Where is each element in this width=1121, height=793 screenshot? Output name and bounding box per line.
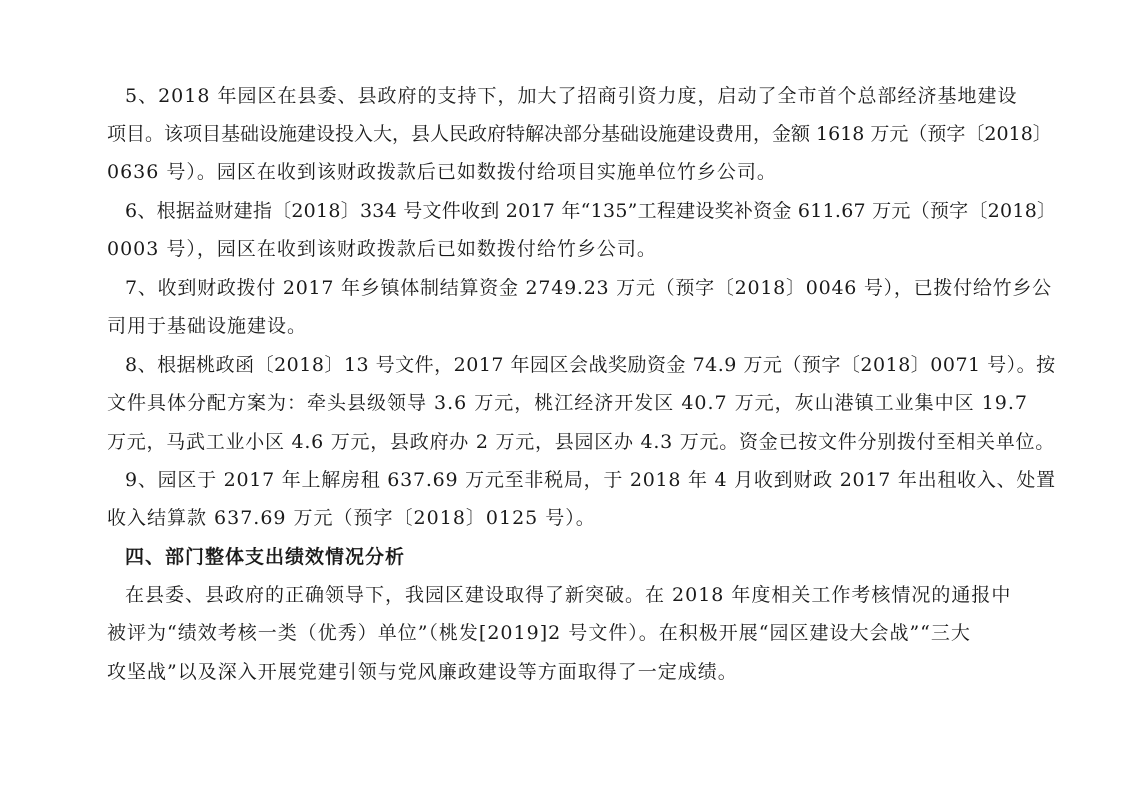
item-9-line-2: 收入结算款 637.69 万元（预字〔2018〕0125 号）。: [107, 507, 596, 529]
item-5-line-3: 0636 号）。园区在收到该财政拨款后已如数拨付给项目实施单位竹乡公司。: [107, 161, 777, 183]
item-5-line-2: 项目。该项目基础设施建设投入大，县人民政府特解决部分基础设施建设费用，金额 1618 万元（预字〔2018〕: [107, 123, 1052, 145]
closing-line-3: 攻坚战”以及深入开展党建引领与党风廉政建设等方面取得了一定成绩。: [107, 661, 738, 683]
closing-line-1: 在县委、县政府的正确领导下，我园区建设取得了新突破。在 2018 年度相关工作考核情况的通报中: [125, 584, 1012, 606]
item-8-line-1: 8、根据桃政函〔2018〕13 号文件，2017 年园区会战奖励资金 74.9 万元（预字〔2018〕0071 号）。按: [125, 354, 1056, 376]
item-6-line-1: 6、根据益财建指〔2018〕334 号文件收到 2017 年“135”工程建设奖补资金 611.67 万元（预字〔2018〕: [125, 200, 1057, 222]
item-9-line-1: 9、园区于 2017 年上解房租 637.69 万元至非税局，于 2018 年 4 月收到财政 2017 年出租收入、处置: [125, 469, 1056, 491]
section-heading: 四、部门整体支出绩效情况分析: [125, 546, 406, 568]
item-8-line-2: 文件具体分配方案为：牵头县级领导 3.6 万元，桃江经济开发区 40.7 万元，灰山港镇工业集中区 19.7: [107, 392, 1029, 414]
item-7-line-1: 7、收到财政拨付 2017 年乡镇体制结算资金 2749.23 万元（预字〔2018〕0046 号），已拨付给竹乡公: [125, 277, 1052, 299]
closing-line-2: 被评为“绩效考核一类（优秀）单位”（桃发[2019]2 号文件）。在积极开展“园区建设大会战”“三大: [107, 622, 971, 644]
item-7-line-2: 司用于基础设施建设。: [107, 315, 308, 337]
item-5-line-1: 5、2018 年园区在县委、县政府的支持下，加大了招商引资力度，启动了全市首个总部经济基地建设: [125, 85, 1018, 107]
item-6-line-2: 0003 号），园区在收到该财政拨款后已如数拨付给竹乡公司。: [107, 238, 657, 260]
item-8-line-3: 万元，马武工业小区 4.6 万元，县政府办 2 万元，县园区办 4.3 万元。资金已按文件分别拨付至相关单位。: [107, 431, 1056, 453]
